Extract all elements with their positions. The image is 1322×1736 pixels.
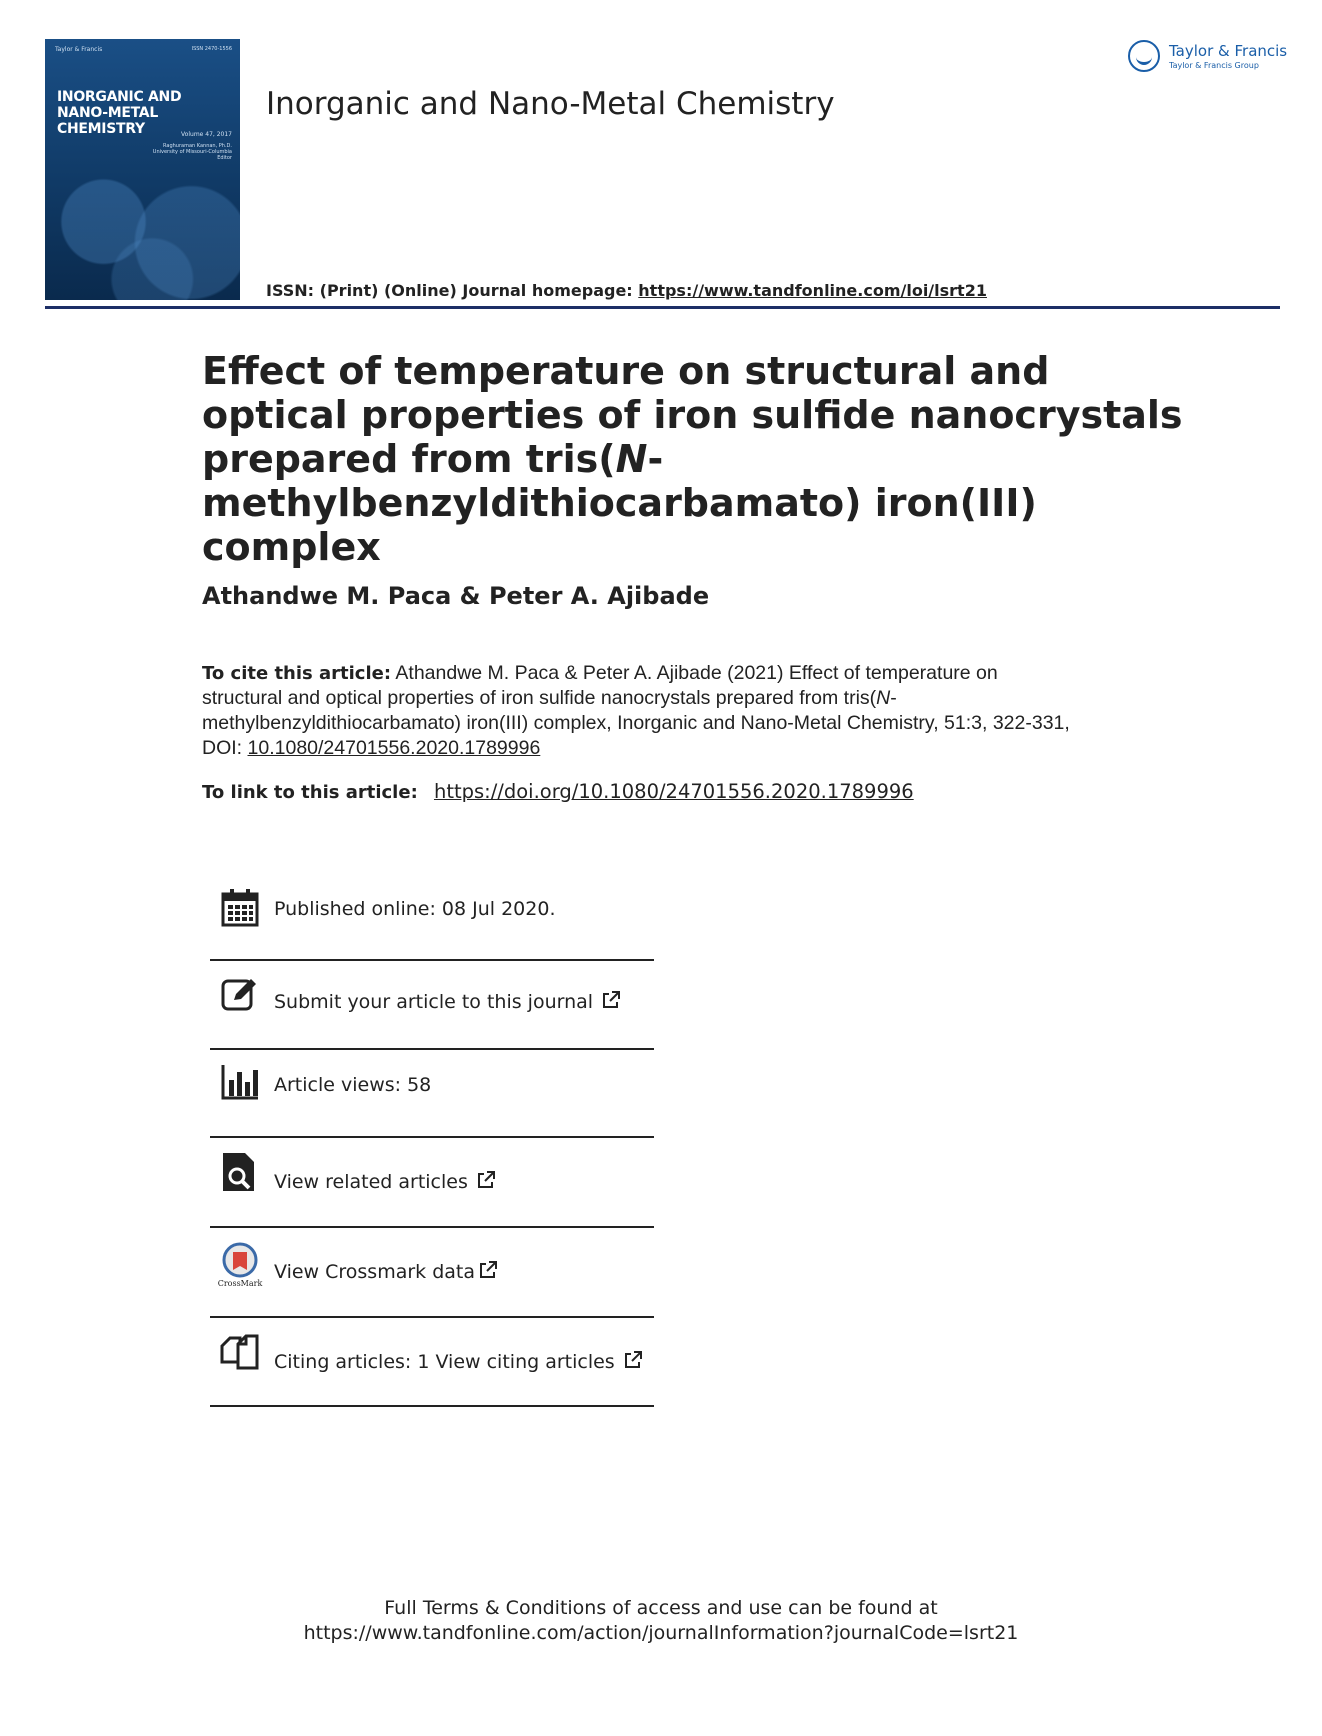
article-link-label: To link to this article: [202,782,418,803]
citing-articles-icon [220,1332,260,1372]
cover-title [57,89,237,137]
citation-block [202,661,1082,761]
citing-articles-text: Citing articles: 1 View citing articles [274,1351,615,1373]
citing-articles-label [274,1350,643,1373]
bar-chart-icon [220,1062,260,1102]
citation-label: To cite this article: [202,663,392,684]
cover-editor-role: Editor [217,155,232,161]
related-articles-label [274,1170,496,1193]
journal-cover-image [45,39,240,300]
edit-icon [220,974,260,1014]
cover-title-line-1: INORGANIC AND [57,89,182,105]
calendar-icon [220,888,260,928]
cover-issn: ISSN 2470-1556 [191,46,232,52]
cover-publisher: Taylor & Francis [55,46,103,53]
submit-article-label [274,990,621,1013]
cover-volume: Volume 47, 2017 [181,131,232,138]
issn-text: ISSN: (Print) (Online) Journal homepage: [266,281,639,300]
publisher-logo-icon [1128,40,1160,72]
cover-editor [153,143,232,161]
info-divider [210,959,654,961]
publisher-logo-name: Taylor & Francis [1169,42,1288,60]
article-title [202,349,1202,569]
publisher-logo-group: Taylor & Francis Group [1169,61,1259,70]
document-search-icon [220,1152,260,1192]
citing-articles-link[interactable] [210,1318,654,1406]
published-online-item [210,870,654,958]
crossmark-text: View Crossmark data [274,1261,476,1283]
submit-article-link[interactable] [210,962,654,1050]
journal-homepage-link[interactable]: https://www.tandfonline.com/loi/lsrt21 [638,281,987,300]
terms-footer-url[interactable]: https://www.tandfonline.com/action/journalInformation?journalCode=lsrt21 [303,1622,1019,1644]
published-online-text: Published online: 08 Jul 2020. [274,898,556,920]
cover-editor-affiliation: University of Missouri-Columbia [152,149,232,155]
header-divider [45,306,1280,309]
article-title-italic: N [615,437,648,481]
external-link-icon [601,990,621,1010]
article-link-line [202,780,914,803]
external-link-icon [623,1350,643,1370]
issn-line [266,281,987,300]
terms-footer [0,1596,1322,1646]
external-link-icon [476,1170,496,1190]
citation-doi-link[interactable]: 10.1080/24701556.2020.1789996 [247,737,541,759]
article-title-part-1: Effect of temperature on structural and optical properties of iron sulfide nanocrystals prepared from tris( [202,349,1183,481]
external-link-icon [478,1260,498,1280]
article-views-text: Article views: 58 [274,1074,432,1096]
citation-italic: N [876,687,891,709]
journal-name: Inorganic and Nano-Metal Chemistry [266,86,835,122]
crossmark-label [274,1260,498,1283]
submit-article-text: Submit your article to this journal [274,991,594,1013]
terms-footer-line-1: Full Terms & Conditions of access and use can be found at [384,1597,938,1619]
info-divider [210,1405,654,1407]
citation-text-2: -methylbenzyldithiocarbamato) iron(III) complex, Inorganic and Nano-Metal Chemistry, 51:3, 322-331, DOI: [202,687,1070,759]
article-authors: Athandwe M. Paca & Peter A. Ajibade [202,582,710,610]
related-articles-link[interactable] [210,1138,654,1226]
cover-title-line-2: NANO-METAL CHEMISTRY [57,105,158,137]
crossmark-icon [217,1242,263,1288]
crossmark-link[interactable] [210,1228,654,1316]
article-doi-link[interactable]: https://doi.org/10.1080/24701556.2020.1789996 [433,780,914,803]
related-articles-text: View related articles [274,1171,468,1193]
article-views-item [210,1050,654,1138]
publisher-logo[interactable] [1128,38,1288,78]
citation-text-1: Athandwe M. Paca & Peter A. Ajibade (2021) Effect of temperature on structural and optical properties of iron sulfide nanocrystals prepared from tris( [202,662,998,709]
cover-editor-name: Raghuraman Kannan, Ph.D. [163,143,232,149]
crossmark-logo-text: CrossMark [217,1279,263,1288]
article-title-part-2: -methylbenzyldithiocarbamato) iron(III) complex [202,437,1037,569]
